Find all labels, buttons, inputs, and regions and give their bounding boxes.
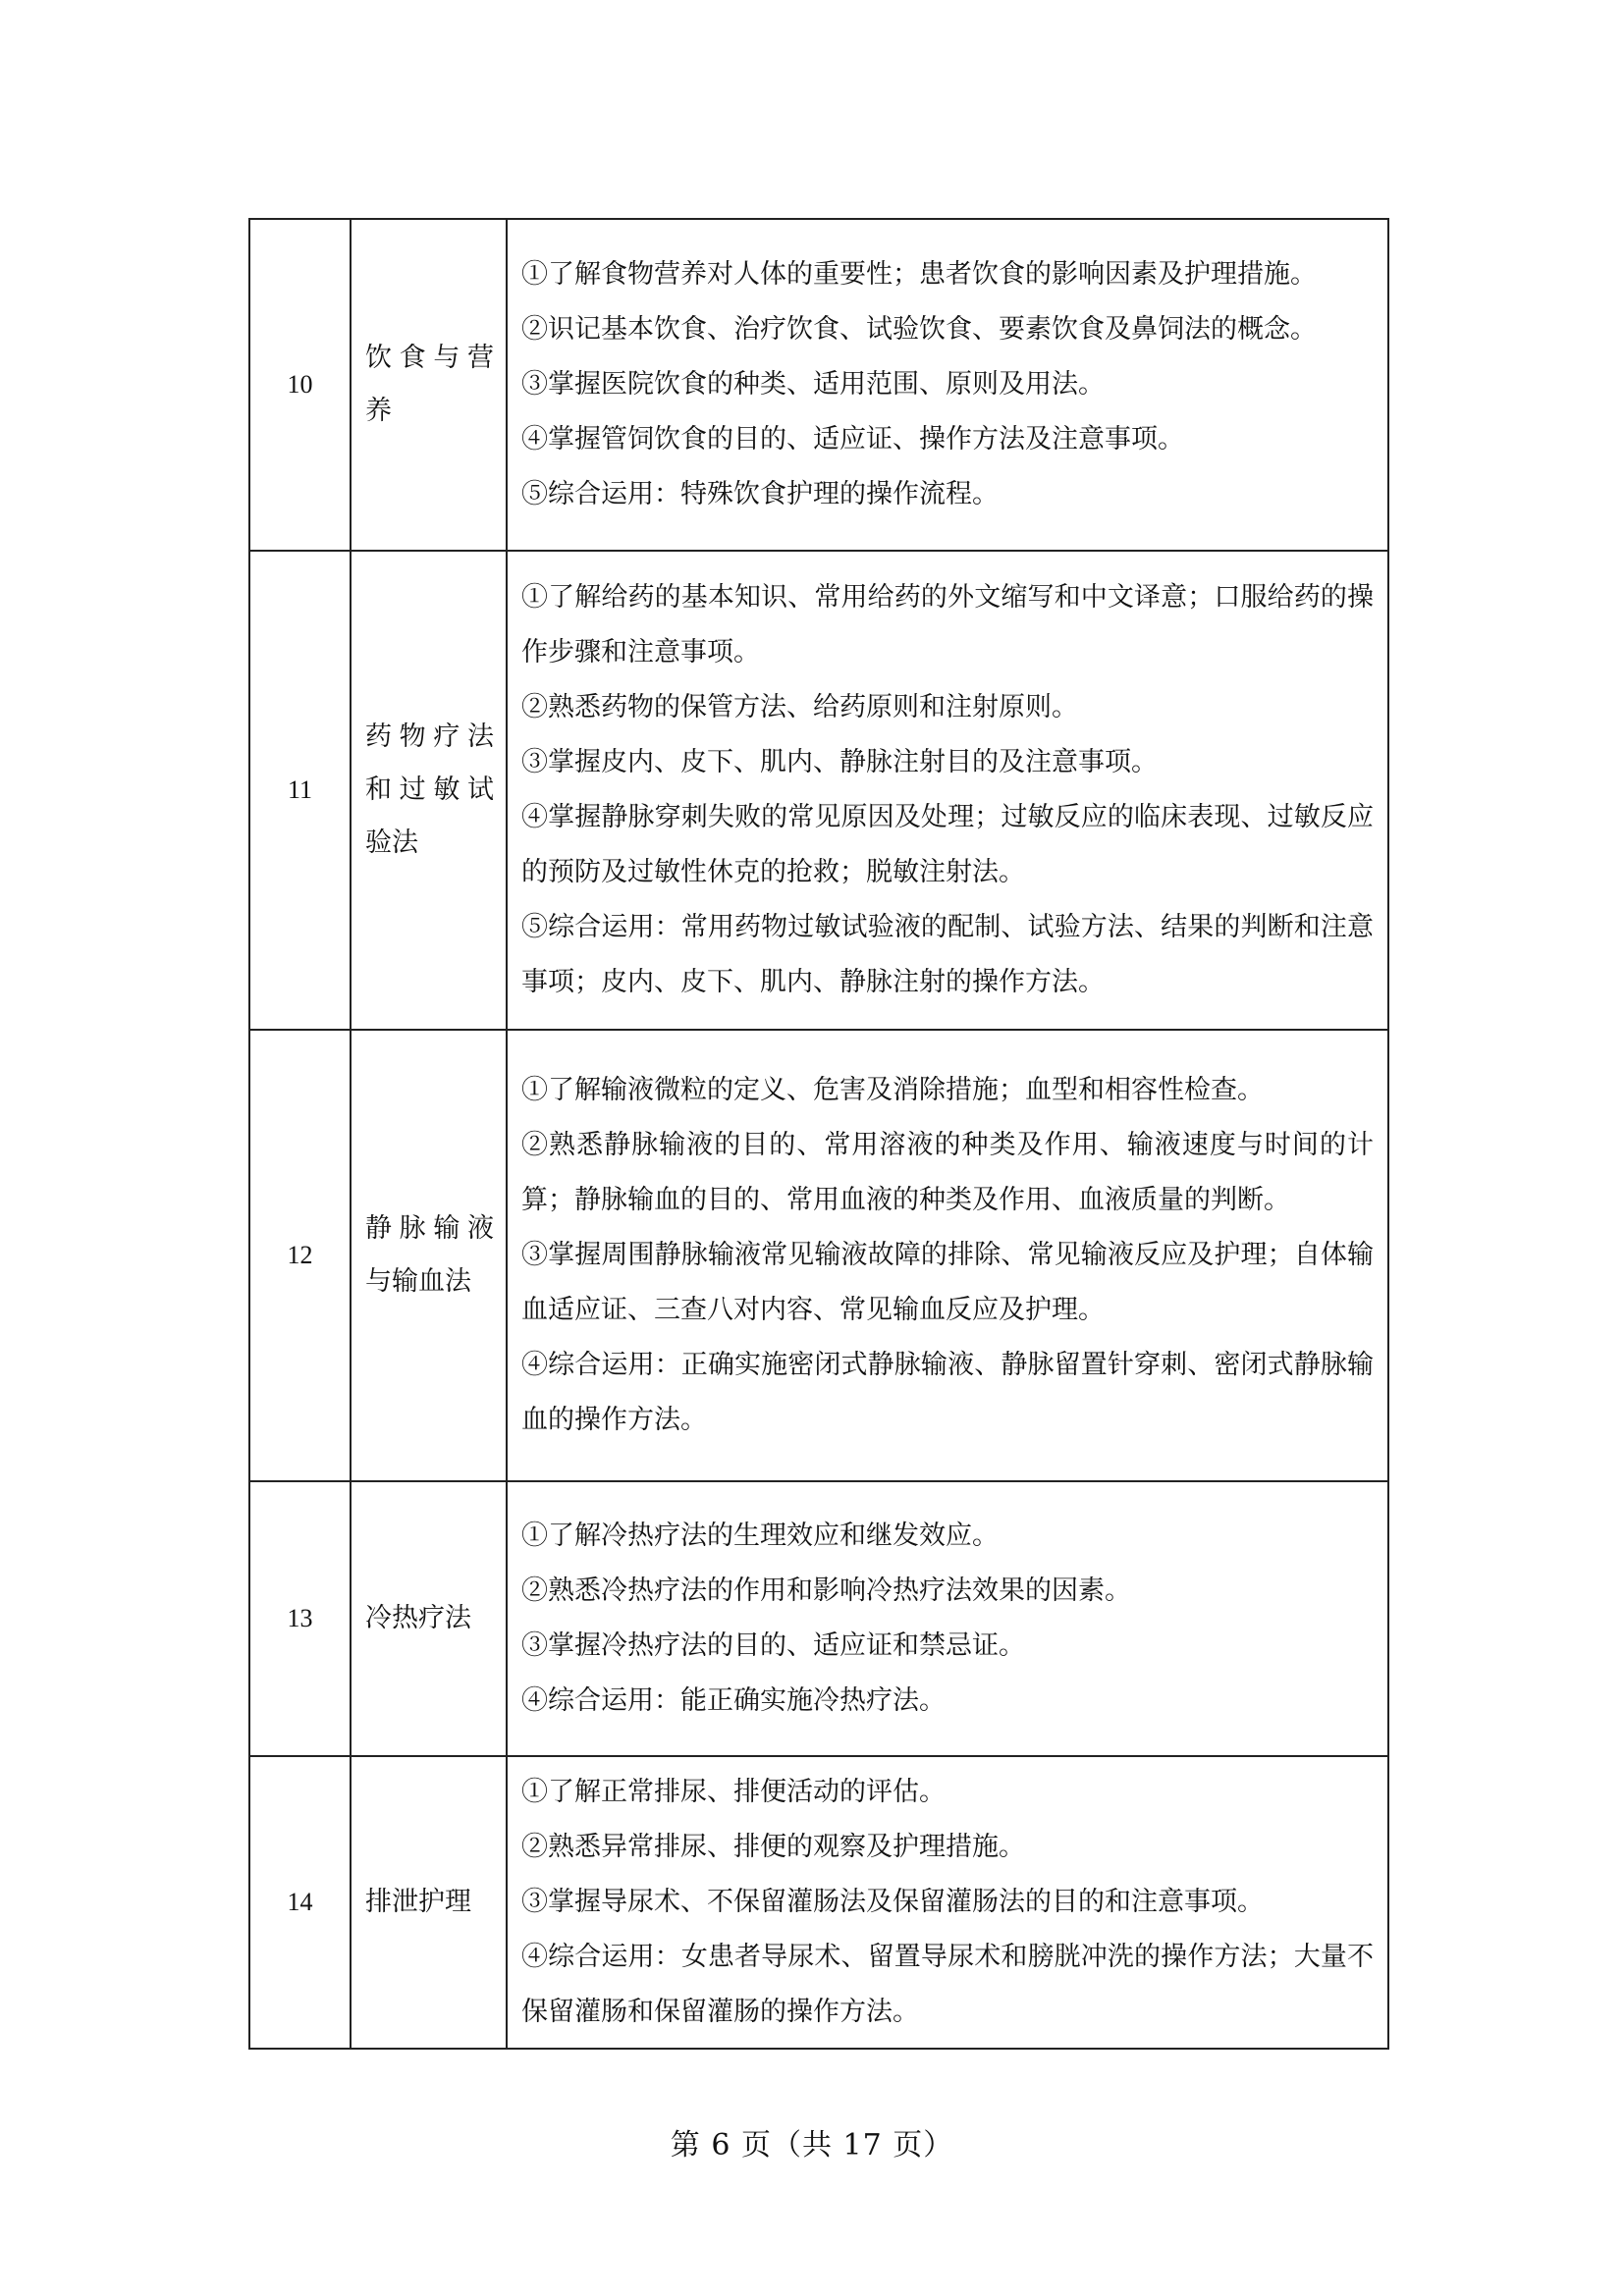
row-number: 12 — [249, 1030, 351, 1481]
row-number: 14 — [249, 1756, 351, 2049]
table-row — [249, 1481, 1388, 1756]
requirement-item: ①了解给药的基本知识、常用给药的外文缩写和中文译意；口服给药的操作步骤和注意事项。 — [521, 582, 1374, 667]
table-row — [249, 1756, 1388, 2049]
row-topic: 静脉输液与输血法 — [351, 1030, 507, 1481]
requirement-item: ④掌握管饲饮食的目的、适应证、操作方法及注意事项。 — [521, 424, 1184, 454]
row-number: 11 — [249, 551, 351, 1030]
row-requirements — [507, 1756, 1388, 2049]
row-number: 10 — [249, 219, 351, 551]
requirement-item: ③掌握医院饮食的种类、适用范围、原则及用法。 — [521, 369, 1105, 400]
requirement-item: ①了解冷热疗法的生理效应和继发效应。 — [521, 1521, 999, 1551]
row-requirements — [507, 1030, 1388, 1481]
requirement-item: ②熟悉冷热疗法的作用和影响冷热疗法效果的因素。 — [521, 1575, 1131, 1606]
table-row — [249, 219, 1388, 551]
requirement-item: ③掌握皮内、皮下、肌内、静脉注射目的及注意事项。 — [521, 747, 1158, 777]
row-number: 13 — [249, 1481, 351, 1756]
requirement-item: ②熟悉静脉输液的目的、常用溶液的种类及作用、输液速度与时间的计算；静脉输血的目的、常用血液的种类及作用、血液质量的判断。 — [521, 1130, 1374, 1215]
requirement-item: ①了解输液微粒的定义、危害及消除措施；血型和相容性检查。 — [521, 1075, 1264, 1105]
row-topic: 饮食与营养 — [351, 219, 507, 551]
requirement-item: ①了解食物营养对人体的重要性；患者饮食的影响因素及护理措施。 — [521, 259, 1317, 290]
table-row — [249, 1030, 1388, 1481]
requirement-item: ④综合运用：正确实施密闭式静脉输液、静脉留置针穿刺、密闭式静脉输血的操作方法。 — [521, 1350, 1374, 1435]
syllabus-table — [248, 218, 1389, 2050]
requirement-item: ④综合运用：女患者导尿术、留置导尿术和膀胱冲洗的操作方法；大量不保留灌肠和保留灌肠的操作方法。 — [521, 1942, 1374, 2027]
row-requirements — [507, 1481, 1388, 1756]
requirement-item: ③掌握导尿术、不保留灌肠法及保留灌肠法的目的和注意事项。 — [521, 1887, 1264, 1917]
requirement-item: ④掌握静脉穿刺失败的常见原因及处理；过敏反应的临床表现、过敏反应的预防及过敏性休克的抢救；脱敏注射法。 — [521, 802, 1374, 887]
requirement-item: ④综合运用：能正确实施冷热疗法。 — [521, 1685, 946, 1716]
row-topic: 药物疗法和过敏试验法 — [351, 551, 507, 1030]
page-number: 第 6 页（共 17 页） — [670, 2128, 954, 2163]
row-topic: 排泄护理 — [351, 1756, 507, 2049]
requirement-item: ②熟悉药物的保管方法、给药原则和注射原则。 — [521, 692, 1078, 722]
requirement-item: ②熟悉异常排尿、排便的观察及护理措施。 — [521, 1832, 1025, 1862]
requirement-item: ③掌握冷热疗法的目的、适应证和禁忌证。 — [521, 1630, 1025, 1661]
requirement-item: ⑤综合运用：特殊饮食护理的操作流程。 — [521, 479, 999, 509]
requirement-item: ③掌握周围静脉输液常见输液故障的排除、常见输液反应及护理；自体输血适应证、三查八对内容、常见输血反应及护理。 — [521, 1240, 1374, 1325]
row-requirements — [507, 219, 1388, 551]
row-topic: 冷热疗法 — [351, 1481, 507, 1756]
table-row — [249, 551, 1388, 1030]
row-requirements — [507, 551, 1388, 1030]
requirement-item: ⑤综合运用：常用药物过敏试验液的配制、试验方法、结果的判断和注意事项；皮内、皮下、肌内、静脉注射的操作方法。 — [521, 912, 1374, 997]
requirement-item: ①了解正常排尿、排便活动的评估。 — [521, 1777, 946, 1807]
requirement-item: ②识记基本饮食、治疗饮食、试验饮食、要素饮食及鼻饲法的概念。 — [521, 314, 1317, 345]
